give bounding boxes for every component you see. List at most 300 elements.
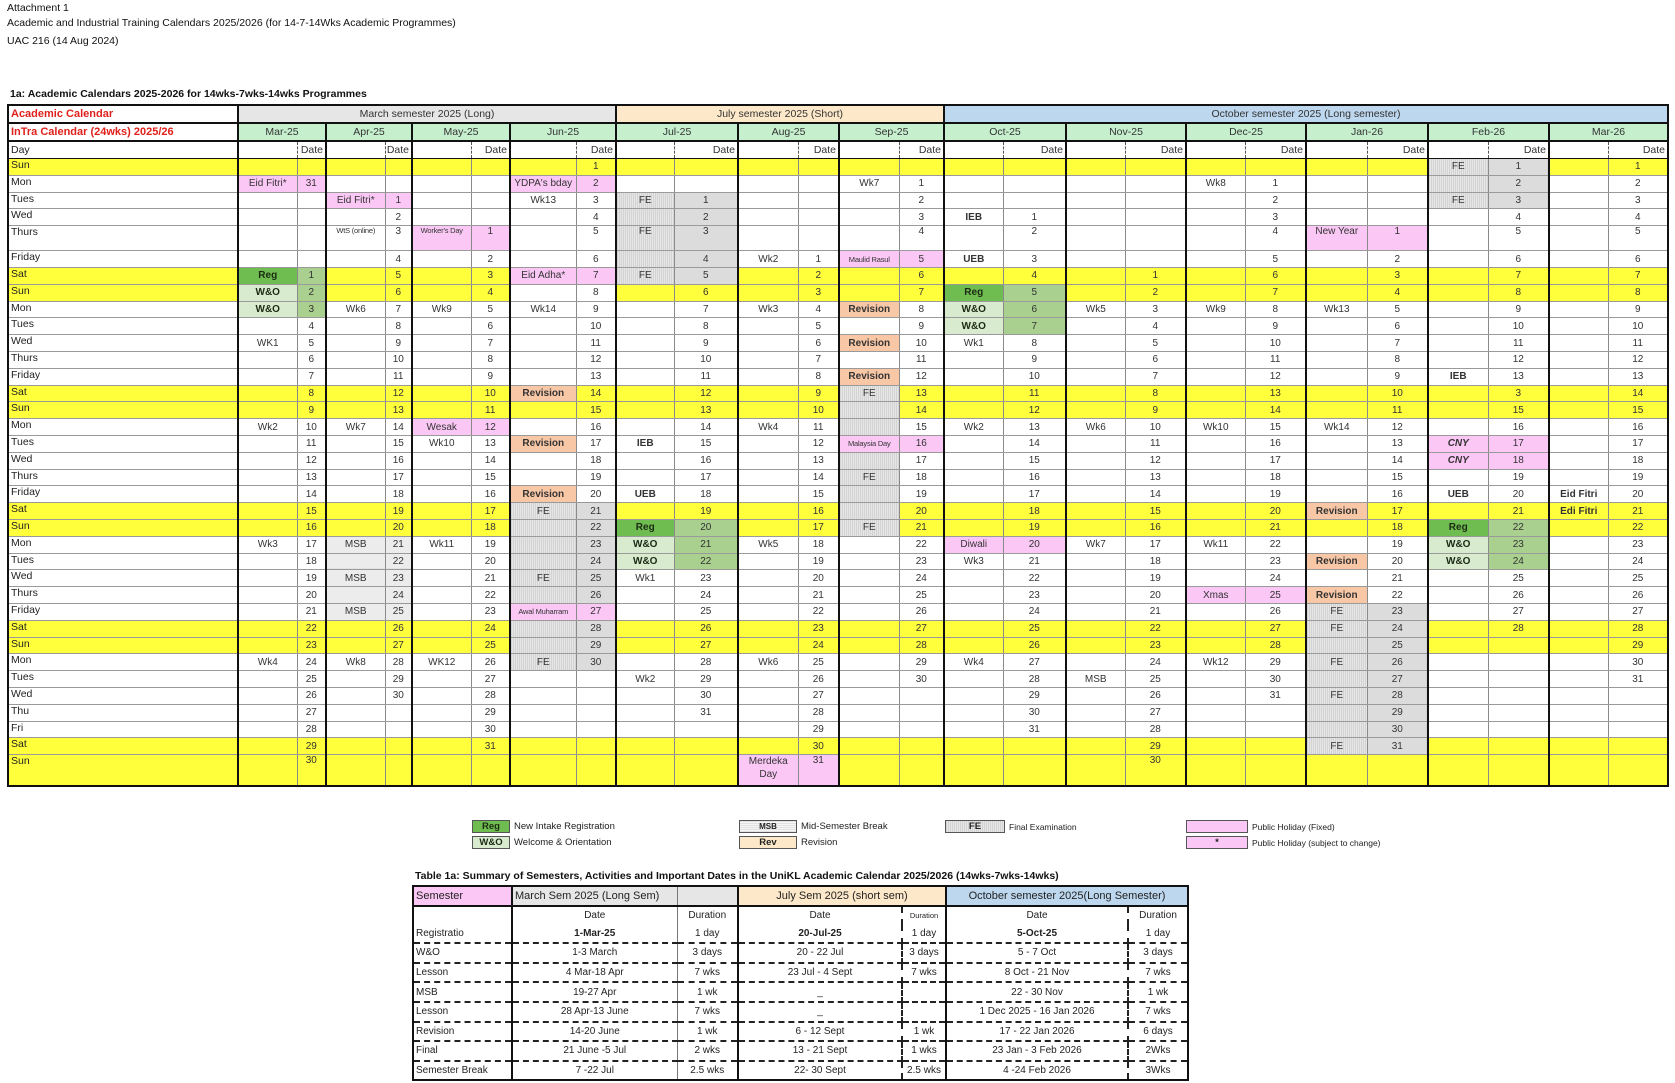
calendar-date[interactable]: 28	[1608, 620, 1668, 637]
calendar-event[interactable]: MSB	[326, 603, 385, 620]
calendar-date[interactable]: 27	[1608, 603, 1668, 620]
calendar-date[interactable]: 11	[1608, 335, 1668, 352]
calendar-event[interactable]: Wk14	[510, 301, 576, 318]
calendar-date[interactable]: 30	[576, 654, 616, 671]
calendar-date[interactable]: 24	[674, 587, 738, 604]
calendar-event[interactable]: Revision	[1306, 553, 1367, 570]
calendar-date[interactable]: 25	[674, 603, 738, 620]
calendar-date[interactable]: 20	[297, 587, 326, 604]
calendar-event[interactable]: Wk4	[238, 654, 297, 671]
calendar-event[interactable]: Revision	[839, 301, 899, 318]
calendar-date[interactable]: 28	[1367, 687, 1428, 704]
calendar-date[interactable]: 13	[1003, 419, 1066, 436]
calendar-date[interactable]: 13	[1125, 469, 1186, 486]
calendar-event[interactable]: W&O	[238, 301, 297, 318]
calendar-date[interactable]: 10	[385, 351, 412, 368]
calendar-event[interactable]: FE	[616, 226, 674, 251]
calendar-event[interactable]: Wesak	[412, 419, 471, 436]
calendar-event[interactable]: MSB	[326, 536, 385, 553]
calendar-date[interactable]: 12	[1003, 402, 1066, 419]
calendar-event[interactable]: FE	[1306, 738, 1367, 755]
calendar-date[interactable]: 29	[1125, 738, 1186, 755]
calendar-date[interactable]: 4	[674, 251, 738, 268]
calendar-date[interactable]: 29	[798, 721, 839, 738]
calendar-date[interactable]: 12	[1608, 351, 1668, 368]
calendar-date[interactable]: 20	[1608, 486, 1668, 503]
calendar-event[interactable]: Diwali	[944, 536, 1003, 553]
calendar-date[interactable]: 26	[798, 671, 839, 688]
calendar-date[interactable]: 20	[674, 519, 738, 536]
calendar-event[interactable]: Wk6	[738, 654, 798, 671]
calendar-event[interactable]: Revision	[1306, 503, 1367, 520]
calendar-date[interactable]: 27	[471, 671, 510, 688]
calendar-date[interactable]: 17	[385, 469, 412, 486]
calendar-event[interactable]: Wk13	[1306, 301, 1367, 318]
calendar-date[interactable]: 19	[1367, 536, 1428, 553]
calendar-date[interactable]: 23	[1367, 603, 1428, 620]
calendar-event[interactable]: W&O	[238, 284, 297, 301]
calendar-date[interactable]: 19	[471, 536, 510, 553]
calendar-date[interactable]: 28	[1488, 620, 1549, 637]
calendar-date[interactable]: 5	[1125, 335, 1186, 352]
calendar-date[interactable]: 25	[1367, 637, 1428, 654]
calendar-date[interactable]: 20	[798, 570, 839, 587]
calendar-date[interactable]: 24	[1488, 553, 1549, 570]
calendar-date[interactable]: 24	[1245, 570, 1306, 587]
calendar-date[interactable]: 6	[385, 284, 412, 301]
calendar-date[interactable]: 11	[674, 368, 738, 385]
calendar-date[interactable]: 23	[1125, 637, 1186, 654]
calendar-date[interactable]: 21	[1367, 570, 1428, 587]
calendar-date[interactable]: 4	[1003, 267, 1066, 284]
calendar-event[interactable]: FE	[510, 503, 576, 520]
calendar-date[interactable]: 18	[385, 486, 412, 503]
calendar-date[interactable]: 29	[471, 704, 510, 721]
calendar-date[interactable]: 1	[385, 192, 412, 209]
calendar-date[interactable]: 6	[1608, 251, 1668, 268]
calendar-date[interactable]: 22	[297, 620, 326, 637]
calendar-date[interactable]: 11	[471, 402, 510, 419]
calendar-date[interactable]: 27	[1003, 654, 1066, 671]
calendar-date[interactable]: 24	[1367, 620, 1428, 637]
calendar-date[interactable]: 4	[798, 301, 839, 318]
calendar-date[interactable]: 9	[899, 318, 944, 335]
calendar-date[interactable]: 21	[899, 519, 944, 536]
calendar-date[interactable]: 26	[1245, 603, 1306, 620]
calendar-date[interactable]: 13	[899, 385, 944, 402]
calendar-date[interactable]: 8	[297, 385, 326, 402]
calendar-event[interactable]: YDPA's bday	[510, 175, 576, 192]
calendar-date[interactable]: 21	[576, 503, 616, 520]
calendar-date[interactable]: 2	[1488, 175, 1549, 192]
calendar-date[interactable]: 16	[385, 452, 412, 469]
calendar-date[interactable]: 2	[674, 209, 738, 226]
calendar-event[interactable]: Wk9	[412, 301, 471, 318]
calendar-date[interactable]: 3	[1003, 251, 1066, 268]
calendar-date[interactable]: 31	[798, 755, 839, 786]
calendar-event[interactable]: Wk14	[1306, 419, 1367, 436]
calendar-date[interactable]: 10	[1488, 318, 1549, 335]
calendar-date[interactable]: 19	[385, 503, 412, 520]
calendar-date[interactable]: 25	[297, 671, 326, 688]
calendar-date[interactable]: 1	[1608, 159, 1668, 176]
calendar-event[interactable]: Wk7	[326, 419, 385, 436]
calendar-date[interactable]: 27	[674, 637, 738, 654]
calendar-date[interactable]: 29	[899, 654, 944, 671]
calendar-date[interactable]: 25	[385, 603, 412, 620]
calendar-date[interactable]: 6	[1488, 251, 1549, 268]
calendar-event[interactable]: Revision	[510, 385, 576, 402]
calendar-event[interactable]: FE	[839, 519, 899, 536]
calendar-event[interactable]: Revision	[839, 335, 899, 352]
calendar-event[interactable]: Eid Fitri*	[326, 192, 385, 209]
calendar-event[interactable]: Edi Fitri	[1549, 503, 1608, 520]
calendar-event[interactable]: W&O	[616, 536, 674, 553]
calendar-date[interactable]: 30	[385, 687, 412, 704]
calendar-date[interactable]: 4	[1488, 209, 1549, 226]
calendar-date[interactable]: 10	[1608, 318, 1668, 335]
calendar-date[interactable]: 11	[1367, 402, 1428, 419]
calendar-date[interactable]: 29	[1003, 687, 1066, 704]
calendar-date[interactable]: 10	[576, 318, 616, 335]
calendar-event[interactable]: Wk9	[1186, 301, 1245, 318]
calendar-event[interactable]: New Year	[1306, 226, 1367, 251]
calendar-date[interactable]: 18	[1488, 452, 1549, 469]
calendar-date[interactable]: 13	[674, 402, 738, 419]
calendar-date[interactable]: 15	[1245, 419, 1306, 436]
calendar-date[interactable]: 2	[471, 251, 510, 268]
calendar-date[interactable]: 6	[1003, 301, 1066, 318]
calendar-date[interactable]: 12	[798, 435, 839, 452]
calendar-date[interactable]: 29	[1245, 654, 1306, 671]
calendar-date[interactable]: 21	[798, 587, 839, 604]
calendar-date[interactable]: 21	[674, 536, 738, 553]
calendar-event[interactable]: Worker's Day	[412, 226, 471, 251]
calendar-date[interactable]: 22	[674, 553, 738, 570]
calendar-date[interactable]: 23	[385, 570, 412, 587]
calendar-date[interactable]: 16	[1367, 486, 1428, 503]
calendar-date[interactable]: 16	[1608, 419, 1668, 436]
calendar-event[interactable]: FE	[1306, 620, 1367, 637]
calendar-date[interactable]: 11	[1488, 335, 1549, 352]
calendar-date[interactable]: 27	[899, 620, 944, 637]
calendar-event[interactable]: FE	[616, 192, 674, 209]
calendar-event[interactable]: IEB	[1428, 368, 1488, 385]
calendar-date[interactable]: 7	[297, 368, 326, 385]
calendar-date[interactable]: 14	[1367, 452, 1428, 469]
calendar-date[interactable]: 30	[1367, 721, 1428, 738]
calendar-date[interactable]: 10	[1245, 335, 1306, 352]
calendar-date[interactable]: 7	[674, 301, 738, 318]
calendar-date[interactable]: 25	[471, 637, 510, 654]
calendar-date[interactable]: 19	[899, 486, 944, 503]
calendar-date[interactable]: 6	[899, 267, 944, 284]
calendar-event[interactable]: Wk7	[839, 175, 899, 192]
calendar-date[interactable]: 23	[576, 536, 616, 553]
calendar-date[interactable]: 24	[385, 587, 412, 604]
calendar-date[interactable]: 19	[1245, 486, 1306, 503]
calendar-event[interactable]: Eid Fitri*	[238, 175, 297, 192]
calendar-date[interactable]: 26	[576, 587, 616, 604]
calendar-date[interactable]: 14	[1245, 402, 1306, 419]
calendar-date[interactable]: 22	[798, 603, 839, 620]
calendar-date[interactable]: 26	[1488, 587, 1549, 604]
calendar-date[interactable]: 26	[471, 654, 510, 671]
calendar-date[interactable]: 9	[1245, 318, 1306, 335]
calendar-date[interactable]: 20	[471, 553, 510, 570]
calendar-date[interactable]: 20	[1367, 553, 1428, 570]
calendar-date[interactable]: 24	[899, 570, 944, 587]
calendar-date[interactable]: 3	[297, 301, 326, 318]
calendar-date[interactable]: 25	[1003, 620, 1066, 637]
calendar-event[interactable]: Merdeka Day	[738, 755, 798, 786]
calendar-date[interactable]: 3	[1367, 267, 1428, 284]
calendar-date[interactable]: 15	[297, 503, 326, 520]
calendar-date[interactable]: 9	[576, 301, 616, 318]
calendar-date[interactable]: 11	[1245, 351, 1306, 368]
calendar-date[interactable]: 24	[1003, 603, 1066, 620]
calendar-event[interactable]: MSB	[326, 570, 385, 587]
calendar-date[interactable]: 10	[798, 402, 839, 419]
calendar-date[interactable]: 19	[798, 553, 839, 570]
calendar-date[interactable]: 19	[1125, 570, 1186, 587]
calendar-date[interactable]: 28	[674, 654, 738, 671]
calendar-date[interactable]: 17	[576, 435, 616, 452]
calendar-event[interactable]: Wk8	[1186, 175, 1245, 192]
calendar-date[interactable]: 14	[1608, 385, 1668, 402]
calendar-date[interactable]: 23	[297, 637, 326, 654]
calendar-date[interactable]: 5	[576, 226, 616, 251]
calendar-date[interactable]: 26	[1003, 637, 1066, 654]
calendar-date[interactable]: 2	[1003, 226, 1066, 251]
calendar-event[interactable]: Wk2	[944, 419, 1003, 436]
calendar-date[interactable]: 24	[1608, 553, 1668, 570]
calendar-date[interactable]: 25	[576, 570, 616, 587]
calendar-date[interactable]: 29	[385, 671, 412, 688]
calendar-date[interactable]: 11	[1125, 435, 1186, 452]
calendar-event[interactable]: Wk12	[1186, 654, 1245, 671]
calendar-date[interactable]: 23	[674, 570, 738, 587]
calendar-date[interactable]: 7	[576, 267, 616, 284]
calendar-date[interactable]: 15	[385, 435, 412, 452]
calendar-date[interactable]: 1	[899, 175, 944, 192]
calendar-event[interactable]: FE	[1428, 192, 1488, 209]
calendar-date[interactable]: 20	[576, 486, 616, 503]
calendar-date[interactable]: 15	[1488, 402, 1549, 419]
calendar-date[interactable]: 30	[1245, 671, 1306, 688]
calendar-date[interactable]: 6	[297, 351, 326, 368]
calendar-date[interactable]: 19	[297, 570, 326, 587]
calendar-date[interactable]: 6	[1367, 318, 1428, 335]
calendar-date[interactable]: 9	[471, 368, 510, 385]
calendar-date[interactable]: 18	[471, 519, 510, 536]
calendar-date[interactable]: 28	[1003, 671, 1066, 688]
calendar-date[interactable]: 18	[798, 536, 839, 553]
calendar-date[interactable]: 17	[297, 536, 326, 553]
calendar-event[interactable]: CNY	[1428, 435, 1488, 452]
calendar-date[interactable]: 25	[798, 654, 839, 671]
calendar-date[interactable]: 9	[1125, 402, 1186, 419]
calendar-date[interactable]: 1	[1003, 209, 1066, 226]
calendar-date[interactable]: 1	[674, 192, 738, 209]
calendar-date[interactable]: 28	[899, 637, 944, 654]
calendar-date[interactable]: 26	[899, 603, 944, 620]
calendar-date[interactable]: 4	[899, 226, 944, 251]
calendar-date[interactable]: 18	[1003, 503, 1066, 520]
calendar-date[interactable]: 25	[1608, 570, 1668, 587]
calendar-date[interactable]: 12	[674, 385, 738, 402]
calendar-date[interactable]: 5	[674, 267, 738, 284]
calendar-event[interactable]: Reg	[616, 519, 674, 536]
calendar-date[interactable]: 3	[899, 209, 944, 226]
calendar-date[interactable]: 23	[1003, 587, 1066, 604]
calendar-date[interactable]: 25	[1125, 671, 1186, 688]
calendar-event[interactable]: UEB	[1428, 486, 1488, 503]
calendar-date[interactable]: 28	[297, 721, 326, 738]
calendar-date[interactable]: 13	[1488, 368, 1549, 385]
calendar-date[interactable]: 30	[899, 671, 944, 688]
calendar-date[interactable]: 17	[1245, 452, 1306, 469]
calendar-event[interactable]: Wk1	[944, 335, 1003, 352]
calendar-event[interactable]: Eid Fitri	[1549, 486, 1608, 503]
calendar-date[interactable]: 13	[385, 402, 412, 419]
calendar-date[interactable]: 10	[1125, 419, 1186, 436]
calendar-event[interactable]: Revision	[510, 435, 576, 452]
calendar-date[interactable]: 7	[1488, 267, 1549, 284]
calendar-date[interactable]: 12	[1367, 419, 1428, 436]
calendar-event[interactable]: Wk5	[738, 536, 798, 553]
calendar-date[interactable]: 18	[674, 486, 738, 503]
calendar-date[interactable]: 26	[1367, 654, 1428, 671]
calendar-date[interactable]: 7	[1608, 267, 1668, 284]
calendar-date[interactable]: 8	[1125, 385, 1186, 402]
calendar-date[interactable]: 7	[385, 301, 412, 318]
calendar-event[interactable]: Wk6	[326, 301, 385, 318]
calendar-date[interactable]: 10	[899, 335, 944, 352]
calendar-date[interactable]: 8	[1488, 284, 1549, 301]
calendar-event[interactable]: IEB	[944, 209, 1003, 226]
calendar-event[interactable]: Revision	[839, 368, 899, 385]
calendar-date[interactable]: 16	[297, 519, 326, 536]
calendar-event[interactable]: Maulid Rasul	[839, 251, 899, 268]
calendar-event[interactable]: Reg	[1428, 519, 1488, 536]
calendar-date[interactable]: 4	[1125, 318, 1186, 335]
calendar-date[interactable]: 22	[471, 587, 510, 604]
calendar-date[interactable]: 17	[899, 452, 944, 469]
calendar-date[interactable]: 29	[1608, 637, 1668, 654]
calendar-date[interactable]: 27	[1125, 704, 1186, 721]
calendar-date[interactable]: 4	[576, 209, 616, 226]
calendar-date[interactable]: 20	[1003, 536, 1066, 553]
calendar-event[interactable]: Wk7	[1066, 536, 1125, 553]
calendar-date[interactable]: 5	[1245, 251, 1306, 268]
calendar-date[interactable]: 9	[297, 402, 326, 419]
calendar-date[interactable]: 19	[576, 469, 616, 486]
calendar-date[interactable]: 26	[674, 620, 738, 637]
calendar-date[interactable]: 16	[674, 452, 738, 469]
calendar-date[interactable]: 25	[899, 587, 944, 604]
calendar-event[interactable]: Wk8	[326, 654, 385, 671]
calendar-date[interactable]: 27	[1367, 671, 1428, 688]
calendar-date[interactable]: 12	[899, 368, 944, 385]
calendar-date[interactable]: 7	[1125, 368, 1186, 385]
calendar-date[interactable]: 12	[297, 452, 326, 469]
calendar-date[interactable]: 7	[798, 351, 839, 368]
calendar-date[interactable]: 18	[899, 469, 944, 486]
calendar-event[interactable]: Wk2	[616, 671, 674, 688]
calendar-date[interactable]: 27	[1488, 603, 1549, 620]
calendar-date[interactable]: 23	[1245, 553, 1306, 570]
calendar-date[interactable]: 2	[1245, 192, 1306, 209]
calendar-event[interactable]: Xmas	[1186, 587, 1245, 604]
calendar-date[interactable]: 5	[798, 318, 839, 335]
calendar-event[interactable]: Wk13	[510, 192, 576, 209]
calendar-date[interactable]: 6	[798, 335, 839, 352]
calendar-date[interactable]: 21	[1488, 503, 1549, 520]
calendar-event[interactable]: W&O	[1428, 536, 1488, 553]
calendar-date[interactable]: 1	[1245, 175, 1306, 192]
calendar-date[interactable]: 26	[1125, 687, 1186, 704]
calendar-date[interactable]: 22	[576, 519, 616, 536]
calendar-date[interactable]: 12	[471, 419, 510, 436]
calendar-date[interactable]: 27	[798, 687, 839, 704]
calendar-event[interactable]: FE	[1306, 603, 1367, 620]
calendar-date[interactable]: 3	[576, 192, 616, 209]
calendar-date[interactable]: 3	[674, 226, 738, 251]
calendar-date[interactable]: 27	[1245, 620, 1306, 637]
calendar-date[interactable]: 22	[899, 536, 944, 553]
calendar-date[interactable]: 28	[385, 654, 412, 671]
calendar-date[interactable]: 1	[1488, 159, 1549, 176]
calendar-date[interactable]: 26	[385, 620, 412, 637]
calendar-date[interactable]: 14	[297, 486, 326, 503]
calendar-date[interactable]: 11	[798, 419, 839, 436]
calendar-date[interactable]: 16	[471, 486, 510, 503]
calendar-date[interactable]: 5	[1488, 226, 1549, 251]
calendar-date[interactable]: 15	[899, 419, 944, 436]
calendar-date[interactable]: 13	[798, 452, 839, 469]
calendar-date[interactable]: 2	[576, 175, 616, 192]
calendar-date[interactable]: 12	[1488, 351, 1549, 368]
calendar-date[interactable]: 19	[674, 503, 738, 520]
calendar-date[interactable]: 30	[1125, 755, 1186, 786]
calendar-date[interactable]: 18	[1245, 469, 1306, 486]
calendar-date[interactable]: 30	[1003, 704, 1066, 721]
calendar-event[interactable]: FE	[616, 267, 674, 284]
calendar-event[interactable]: FE	[839, 469, 899, 486]
calendar-date[interactable]: 10	[1367, 385, 1428, 402]
calendar-date[interactable]: 8	[899, 301, 944, 318]
calendar-date[interactable]: 4	[471, 284, 510, 301]
calendar-event[interactable]: Wk2	[238, 419, 297, 436]
calendar-date[interactable]: 4	[1608, 209, 1668, 226]
calendar-date[interactable]: 16	[1488, 419, 1549, 436]
calendar-date[interactable]: 26	[297, 687, 326, 704]
calendar-date[interactable]: 31	[471, 738, 510, 755]
calendar-date[interactable]: 9	[1003, 351, 1066, 368]
calendar-date[interactable]: 2	[1367, 251, 1428, 268]
calendar-date[interactable]: 27	[576, 603, 616, 620]
calendar-date[interactable]: 14	[385, 419, 412, 436]
calendar-date[interactable]: 22	[1245, 536, 1306, 553]
calendar-date[interactable]: 2	[1125, 284, 1186, 301]
calendar-date[interactable]: 16	[798, 503, 839, 520]
calendar-date[interactable]: 2	[1608, 175, 1668, 192]
calendar-date[interactable]: 29	[674, 671, 738, 688]
calendar-date[interactable]: 5	[899, 251, 944, 268]
calendar-event[interactable]: Malaysia Day	[839, 435, 899, 452]
calendar-date[interactable]: 8	[1245, 301, 1306, 318]
